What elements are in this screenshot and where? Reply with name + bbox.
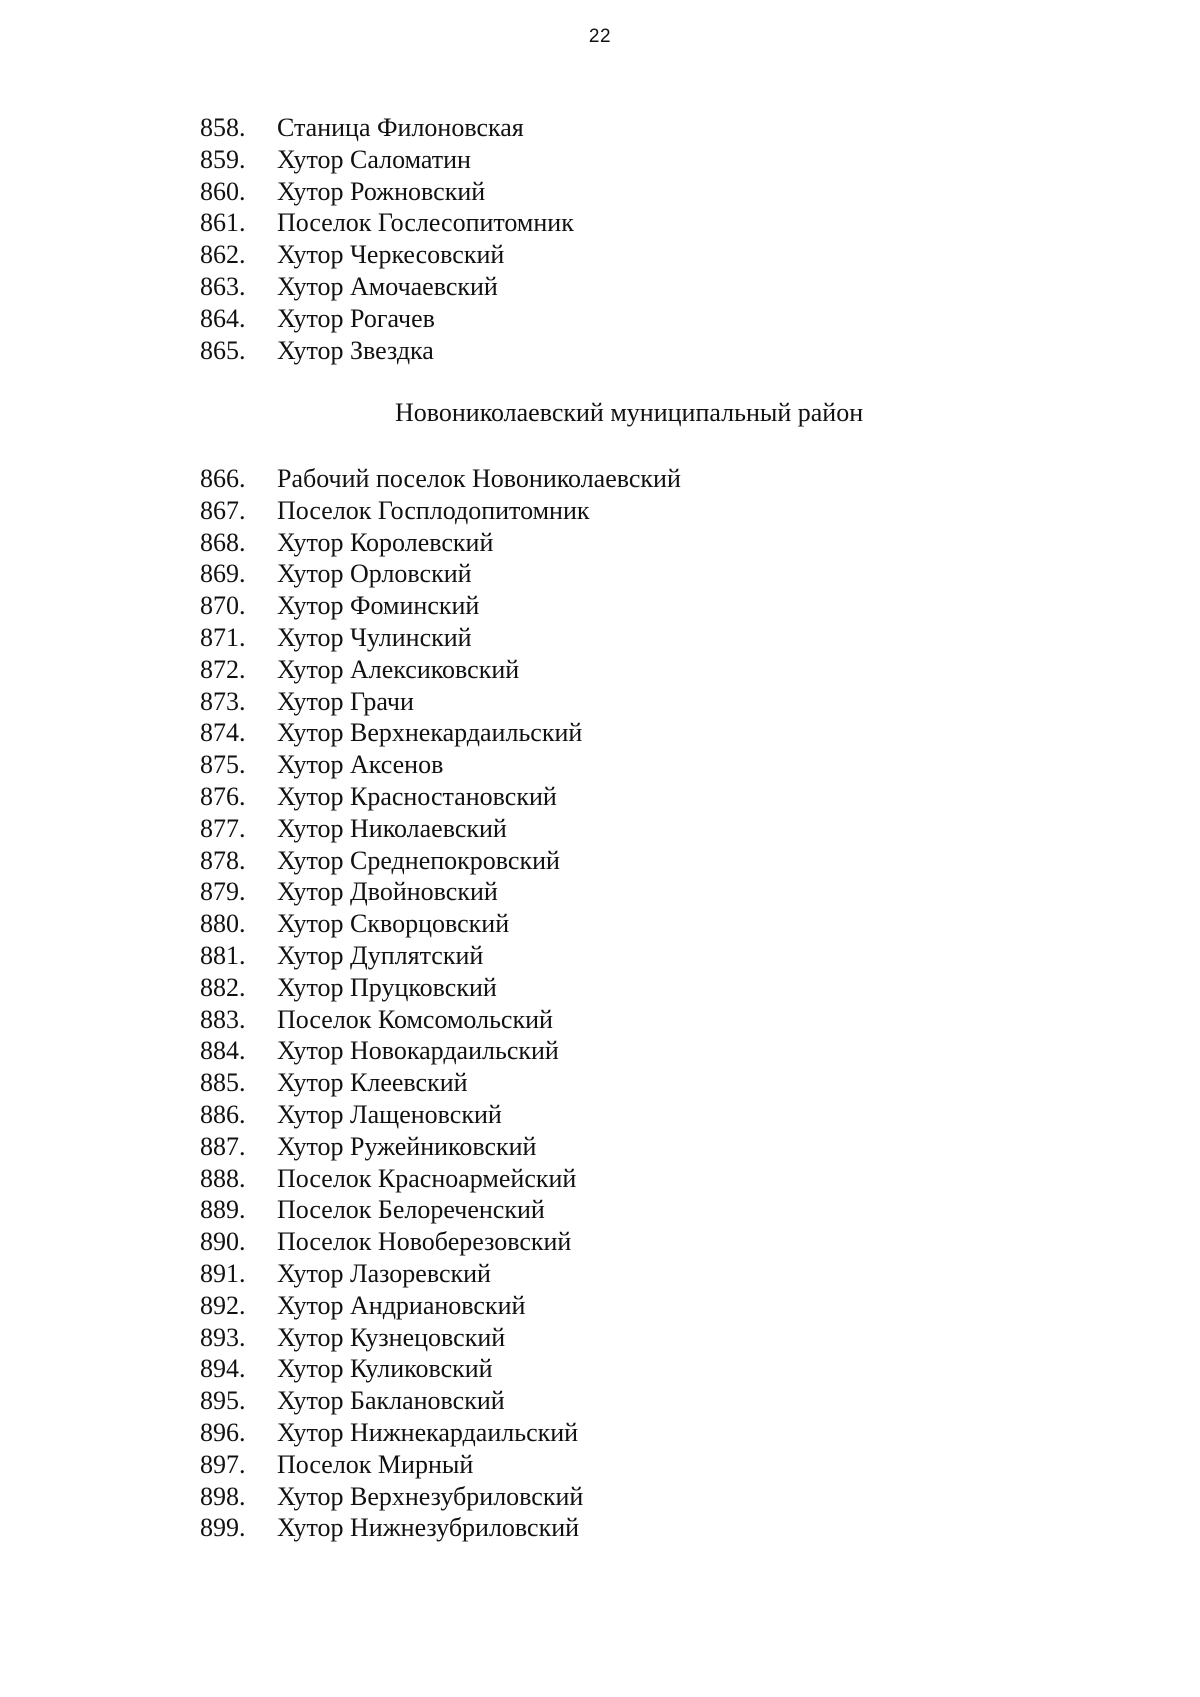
- list-item: [200, 527, 681, 559]
- list-item: [200, 845, 681, 877]
- settlement-name: Хутор Королевский: [277, 527, 494, 557]
- item-number: 879.: [200, 877, 246, 907]
- settlement-name: Поселок Госплодопитомник: [277, 495, 590, 525]
- item-number: 872.: [200, 654, 246, 684]
- item-number: 885.: [200, 1068, 246, 1098]
- list-item: [200, 1449, 681, 1481]
- settlement-name: Рабочий поселок Новониколаевский: [277, 464, 681, 493]
- list-item: [200, 271, 574, 303]
- item-number: 871.: [200, 622, 246, 652]
- settlement-name: Хутор Ружейниковский: [277, 1131, 537, 1161]
- settlement-name: Хутор Грачи: [277, 686, 414, 716]
- list-item: [200, 1258, 681, 1290]
- item-number: 881.: [200, 940, 246, 970]
- settlement-name: Хутор Орловский: [277, 559, 472, 589]
- list-item: [200, 717, 681, 749]
- settlement-name: Хутор Среднепокровский: [277, 845, 560, 875]
- list-item: [200, 1226, 681, 1258]
- item-number: 887.: [200, 1131, 246, 1161]
- item-number: 884.: [200, 1036, 246, 1066]
- list-item: [200, 1194, 681, 1226]
- item-number: 863.: [200, 271, 246, 301]
- settlement-name: Хутор Дуплятский: [277, 940, 484, 970]
- list-item: [200, 207, 574, 239]
- list-item: [200, 876, 681, 908]
- settlement-name: Хутор Рогачев: [277, 303, 435, 333]
- list-item: [200, 749, 681, 781]
- item-number: 896.: [200, 1417, 246, 1447]
- item-number: 890.: [200, 1227, 246, 1257]
- settlement-name: Хутор Нижнезубриловский: [277, 1513, 580, 1543]
- item-number: 886.: [200, 1099, 246, 1129]
- list-item: [200, 1290, 681, 1322]
- settlement-name: Хутор Кузнецовский: [277, 1322, 506, 1352]
- settlement-name: Хутор Рожновский: [277, 176, 486, 206]
- settlement-name: Хутор Чулинский: [277, 622, 472, 652]
- settlement-name: Станица Филоновская: [277, 113, 524, 142]
- item-number: 874.: [200, 718, 246, 748]
- item-number: 891.: [200, 1258, 246, 1288]
- list-item: [200, 1512, 681, 1544]
- list-item: [200, 686, 681, 718]
- item-number: 893.: [200, 1322, 246, 1352]
- settlement-name: Хутор Николаевский: [277, 813, 507, 843]
- settlement-name: Поселок Белореченский: [277, 1195, 545, 1225]
- list-item: [200, 176, 574, 208]
- item-number: 888.: [200, 1163, 246, 1193]
- item-number: 869.: [200, 559, 246, 589]
- list-item: [200, 558, 681, 590]
- item-number: 858.: [200, 113, 246, 142]
- item-number: 880.: [200, 909, 246, 939]
- list-item: [200, 1099, 681, 1131]
- settlement-name: Поселок Новоберезовский: [277, 1227, 572, 1257]
- item-number: 892.: [200, 1290, 246, 1320]
- settlement-name: Хутор Пруцковский: [277, 972, 497, 1002]
- list-item: [200, 1353, 681, 1385]
- settlement-name: Хутор Красностановский: [277, 781, 557, 811]
- item-number: 860.: [200, 176, 246, 206]
- settlement-name: Хутор Андриановский: [277, 1290, 526, 1320]
- item-number: 861.: [200, 208, 246, 238]
- item-number: 862.: [200, 240, 246, 270]
- item-number: 897.: [200, 1449, 246, 1479]
- item-number: 882.: [200, 972, 246, 1002]
- list-item: [200, 590, 681, 622]
- item-number: 877.: [200, 813, 246, 843]
- list-item: [200, 112, 574, 144]
- settlement-name: Хутор Лазоревский: [277, 1258, 491, 1288]
- list-item: [200, 463, 681, 495]
- settlement-name: Хутор Верхнезубриловский: [277, 1481, 584, 1511]
- settlement-name: Хутор Амочаевский: [277, 271, 498, 301]
- list-item: [200, 940, 681, 972]
- list-item: [200, 1385, 681, 1417]
- item-number: 895.: [200, 1386, 246, 1416]
- settlement-name: Поселок Комсомольский: [277, 1004, 553, 1034]
- settlement-name: Хутор Звездка: [277, 335, 434, 365]
- list-item: [200, 239, 574, 271]
- list-item: [200, 1163, 681, 1195]
- settlement-name: Хутор Клеевский: [277, 1068, 468, 1098]
- settlement-name: Хутор Верхнекардаильский: [277, 718, 583, 748]
- item-number: 883.: [200, 1004, 246, 1034]
- page-number: 22: [588, 26, 612, 47]
- item-number: 864.: [200, 303, 246, 333]
- item-number: 873.: [200, 686, 246, 716]
- settlement-name: Хутор Баклановский: [277, 1386, 505, 1416]
- list-item: [200, 781, 681, 813]
- list-item: [200, 654, 681, 686]
- settlement-name: Хутор Лащеновский: [277, 1099, 502, 1129]
- settlement-name: Хутор Скворцовский: [277, 909, 510, 939]
- item-number: 868.: [200, 527, 246, 557]
- item-number: 875.: [200, 750, 246, 780]
- list-item: [200, 303, 574, 335]
- list-item: [200, 335, 574, 367]
- settlement-list-previous-district: [200, 112, 574, 366]
- settlement-name: Хутор Саломатин: [277, 144, 471, 174]
- item-number: 899.: [200, 1513, 246, 1543]
- settlement-name: Хутор Новокардаильский: [277, 1036, 559, 1066]
- item-number: 898.: [200, 1481, 246, 1511]
- settlement-list-novonikolaevsky: [200, 463, 681, 1544]
- list-item: [200, 622, 681, 654]
- settlement-name: Поселок Гослесопитомник: [277, 208, 574, 238]
- list-item: [200, 813, 681, 845]
- settlement-name: Хутор Аксенов: [277, 750, 444, 780]
- item-number: 894.: [200, 1354, 246, 1384]
- item-number: 876.: [200, 781, 246, 811]
- settlement-name: Поселок Мирный: [277, 1449, 474, 1479]
- item-number: 889.: [200, 1195, 246, 1225]
- item-number: 865.: [200, 335, 246, 365]
- list-item: [200, 1417, 681, 1449]
- list-item: [200, 1322, 681, 1354]
- item-number: 878.: [200, 845, 246, 875]
- list-item: [200, 1131, 681, 1163]
- settlement-name: Хутор Нижнекардаильский: [277, 1417, 579, 1447]
- settlement-name: Хутор Фоминский: [277, 591, 480, 621]
- district-heading: Новониколаевский муниципальный район: [395, 398, 864, 427]
- settlement-name: Поселок Красноармейский: [277, 1163, 577, 1193]
- list-item: [200, 144, 574, 176]
- list-item: [200, 1004, 681, 1036]
- list-item: [200, 1067, 681, 1099]
- list-item: [200, 495, 681, 527]
- settlement-name: Хутор Черкесовский: [277, 240, 505, 270]
- item-number: 870.: [200, 591, 246, 621]
- item-number: 859.: [200, 144, 246, 174]
- item-number: 867.: [200, 495, 246, 525]
- settlement-name: Хутор Куликовский: [277, 1354, 493, 1384]
- list-item: [200, 908, 681, 940]
- settlement-name: Хутор Двойновский: [277, 877, 498, 907]
- list-item: [200, 1035, 681, 1067]
- list-item: [200, 1481, 681, 1513]
- list-item: [200, 972, 681, 1004]
- item-number: 866.: [200, 464, 246, 493]
- settlement-name: Хутор Алексиковский: [277, 654, 520, 684]
